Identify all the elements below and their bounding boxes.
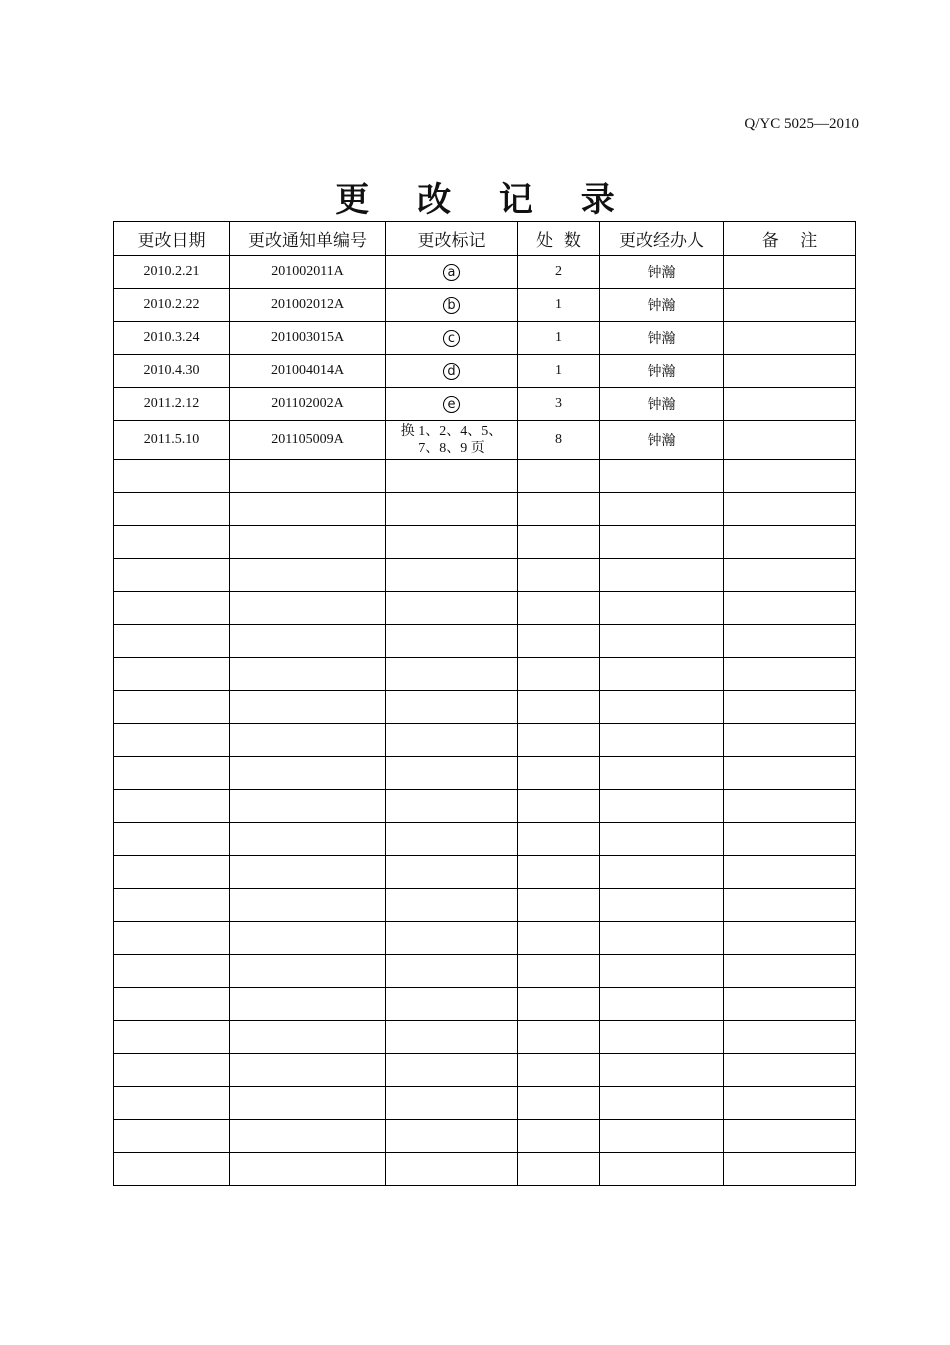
cell-remark	[724, 724, 856, 757]
cell-notice-no	[230, 658, 386, 691]
cell-notice-no	[230, 1153, 386, 1186]
cell-count	[518, 1054, 600, 1087]
cell-count	[518, 955, 600, 988]
cell-count	[518, 658, 600, 691]
cell-handler	[600, 1120, 724, 1153]
cell-mark	[386, 691, 518, 724]
cell-notice-no: 201003015A	[230, 322, 386, 355]
cell-handler	[600, 856, 724, 889]
cell-notice-no	[230, 856, 386, 889]
cell-handler	[600, 988, 724, 1021]
cell-handler	[600, 889, 724, 922]
cell-date	[114, 724, 230, 757]
cell-count: 1	[518, 322, 600, 355]
col-header-mark: 更改标记	[386, 222, 518, 256]
table-row	[114, 355, 856, 388]
cell-count	[518, 856, 600, 889]
cell-handler	[600, 592, 724, 625]
cell-remark	[724, 1153, 856, 1186]
cell-notice-no	[230, 1120, 386, 1153]
cell-date	[114, 460, 230, 493]
cell-date	[114, 790, 230, 823]
col-header-count: 处 数	[518, 222, 600, 256]
cell-handler	[600, 823, 724, 856]
cell-notice-no	[230, 955, 386, 988]
circled-mark: d	[443, 363, 460, 380]
table-row-empty	[114, 1021, 856, 1054]
cell-date	[114, 955, 230, 988]
cell-handler	[600, 691, 724, 724]
table-row-empty	[114, 757, 856, 790]
cell-remark	[724, 625, 856, 658]
cell-mark	[386, 955, 518, 988]
cell-mark	[386, 625, 518, 658]
cell-count	[518, 1153, 600, 1186]
circled-mark: e	[443, 396, 460, 413]
cell-notice-no: 201002011A	[230, 256, 386, 289]
cell-notice-no	[230, 592, 386, 625]
table-row-empty	[114, 691, 856, 724]
cell-mark	[386, 526, 518, 559]
cell-mark	[386, 1153, 518, 1186]
cell-notice-no	[230, 790, 386, 823]
cell-date	[114, 592, 230, 625]
table-row-empty	[114, 823, 856, 856]
cell-mark: 换 1、2、4、5、7、8、9 页	[386, 421, 518, 460]
cell-count	[518, 559, 600, 592]
cell-mark	[386, 658, 518, 691]
cell-remark	[724, 691, 856, 724]
cell-count	[518, 823, 600, 856]
cell-count	[518, 1021, 600, 1054]
cell-handler	[600, 955, 724, 988]
cell-remark	[724, 790, 856, 823]
table-row	[114, 388, 856, 421]
cell-date	[114, 1153, 230, 1186]
cell-date	[114, 1021, 230, 1054]
table-row-empty	[114, 955, 856, 988]
cell-handler	[600, 1054, 724, 1087]
cell-notice-no	[230, 823, 386, 856]
cell-remark	[724, 592, 856, 625]
doc-code: Q/YC 5025—2010	[744, 116, 859, 132]
circled-mark: a	[443, 264, 460, 281]
cell-remark	[724, 1054, 856, 1087]
cell-mark	[386, 460, 518, 493]
cell-remark	[724, 1021, 856, 1054]
table-row-empty	[114, 460, 856, 493]
cell-mark	[386, 322, 518, 355]
cell-mark	[386, 388, 518, 421]
table-row-empty	[114, 988, 856, 1021]
col-header-remark: 备 注	[724, 222, 856, 256]
cell-date	[114, 922, 230, 955]
cell-mark	[386, 856, 518, 889]
cell-remark	[724, 757, 856, 790]
cell-count: 3	[518, 388, 600, 421]
cell-date	[114, 526, 230, 559]
table-row-empty	[114, 1054, 856, 1087]
cell-handler	[600, 922, 724, 955]
cell-mark	[386, 1021, 518, 1054]
cell-date: 2010.3.24	[114, 322, 230, 355]
table-row-empty	[114, 493, 856, 526]
table-row-empty	[114, 1153, 856, 1186]
table-row-empty	[114, 625, 856, 658]
cell-notice-no	[230, 724, 386, 757]
col-header-handler: 更改经办人	[600, 222, 724, 256]
cell-remark	[724, 289, 856, 322]
cell-date	[114, 493, 230, 526]
cell-remark	[724, 658, 856, 691]
cell-remark	[724, 355, 856, 388]
cell-mark	[386, 1087, 518, 1120]
cell-mark	[386, 559, 518, 592]
cell-notice-no	[230, 526, 386, 559]
cell-remark	[724, 559, 856, 592]
col-header-date: 更改日期	[114, 222, 230, 256]
cell-handler	[600, 790, 724, 823]
cell-notice-no	[230, 1021, 386, 1054]
cell-remark	[724, 922, 856, 955]
cell-count	[518, 889, 600, 922]
cell-handler: 钟瀚	[600, 421, 724, 460]
table-row-empty	[114, 1087, 856, 1120]
table-row-empty	[114, 856, 856, 889]
cell-date: 2010.4.30	[114, 355, 230, 388]
cell-date	[114, 889, 230, 922]
table-row-empty	[114, 559, 856, 592]
table-row	[114, 322, 856, 355]
change-record-table	[113, 221, 856, 1186]
circled-mark: b	[443, 297, 460, 314]
cell-notice-no	[230, 922, 386, 955]
cell-count	[518, 526, 600, 559]
cell-remark	[724, 988, 856, 1021]
cell-count	[518, 1087, 600, 1120]
cell-date	[114, 625, 230, 658]
cell-remark	[724, 823, 856, 856]
cell-date: 2011.2.12	[114, 388, 230, 421]
cell-date: 2010.2.22	[114, 289, 230, 322]
cell-count	[518, 988, 600, 1021]
cell-mark	[386, 823, 518, 856]
cell-count	[518, 757, 600, 790]
table-row-empty	[114, 658, 856, 691]
page-title: 更 改 记 录	[335, 180, 633, 220]
cell-notice-no	[230, 1054, 386, 1087]
cell-date	[114, 559, 230, 592]
cell-count: 2	[518, 256, 600, 289]
table-row-empty	[114, 922, 856, 955]
cell-handler	[600, 460, 724, 493]
cell-date	[114, 1054, 230, 1087]
cell-notice-no	[230, 493, 386, 526]
table-header-row	[114, 222, 856, 256]
cell-notice-no	[230, 460, 386, 493]
cell-count: 1	[518, 355, 600, 388]
cell-handler: 钟瀚	[600, 256, 724, 289]
circled-mark: c	[443, 330, 460, 347]
table-row-empty	[114, 790, 856, 823]
table-row-empty	[114, 1120, 856, 1153]
cell-mark	[386, 988, 518, 1021]
cell-remark	[724, 526, 856, 559]
cell-notice-no: 201002012A	[230, 289, 386, 322]
cell-remark	[724, 955, 856, 988]
cell-handler	[600, 625, 724, 658]
cell-date	[114, 856, 230, 889]
cell-remark	[724, 322, 856, 355]
cell-date	[114, 691, 230, 724]
cell-notice-no	[230, 988, 386, 1021]
cell-date	[114, 988, 230, 1021]
cell-handler	[600, 526, 724, 559]
cell-handler	[600, 559, 724, 592]
cell-mark	[386, 256, 518, 289]
cell-date	[114, 1087, 230, 1120]
cell-handler	[600, 1153, 724, 1186]
cell-count	[518, 691, 600, 724]
table-row-empty	[114, 592, 856, 625]
cell-notice-no	[230, 625, 386, 658]
cell-handler: 钟瀚	[600, 322, 724, 355]
cell-mark	[386, 355, 518, 388]
cell-handler: 钟瀚	[600, 289, 724, 322]
cell-date: 2011.5.10	[114, 421, 230, 460]
cell-handler	[600, 757, 724, 790]
table-row-empty	[114, 526, 856, 559]
cell-date	[114, 757, 230, 790]
cell-notice-no	[230, 1087, 386, 1120]
cell-mark	[386, 757, 518, 790]
cell-count	[518, 724, 600, 757]
cell-notice-no: 201105009A	[230, 421, 386, 460]
cell-handler	[600, 1021, 724, 1054]
table-row	[114, 256, 856, 289]
cell-remark	[724, 889, 856, 922]
cell-remark	[724, 1120, 856, 1153]
cell-handler	[600, 724, 724, 757]
cell-remark	[724, 1087, 856, 1120]
col-header-notice-no: 更改通知单编号	[230, 222, 386, 256]
cell-date	[114, 658, 230, 691]
cell-handler	[600, 658, 724, 691]
cell-mark	[386, 1054, 518, 1087]
table-row	[114, 421, 856, 460]
cell-count	[518, 790, 600, 823]
cell-date: 2010.2.21	[114, 256, 230, 289]
cell-mark	[386, 493, 518, 526]
cell-remark	[724, 388, 856, 421]
cell-count: 8	[518, 421, 600, 460]
cell-count: 1	[518, 289, 600, 322]
cell-notice-no: 201004014A	[230, 355, 386, 388]
cell-remark	[724, 460, 856, 493]
cell-remark	[724, 493, 856, 526]
cell-remark	[724, 856, 856, 889]
cell-handler	[600, 1087, 724, 1120]
cell-count	[518, 460, 600, 493]
cell-notice-no	[230, 757, 386, 790]
cell-mark	[386, 922, 518, 955]
cell-handler	[600, 493, 724, 526]
table-row-empty	[114, 889, 856, 922]
cell-date	[114, 1120, 230, 1153]
cell-notice-no	[230, 691, 386, 724]
cell-mark	[386, 889, 518, 922]
cell-count	[518, 592, 600, 625]
cell-notice-no: 201102002A	[230, 388, 386, 421]
cell-handler: 钟瀚	[600, 355, 724, 388]
cell-mark	[386, 790, 518, 823]
cell-handler: 钟瀚	[600, 388, 724, 421]
table-row	[114, 289, 856, 322]
table-row-empty	[114, 724, 856, 757]
cell-notice-no	[230, 559, 386, 592]
cell-count	[518, 493, 600, 526]
cell-remark	[724, 256, 856, 289]
cell-mark	[386, 592, 518, 625]
cell-date	[114, 823, 230, 856]
cell-mark	[386, 289, 518, 322]
cell-count	[518, 625, 600, 658]
cell-remark	[724, 421, 856, 460]
cell-mark	[386, 1120, 518, 1153]
cell-mark	[386, 724, 518, 757]
cell-count	[518, 922, 600, 955]
cell-notice-no	[230, 889, 386, 922]
cell-count	[518, 1120, 600, 1153]
